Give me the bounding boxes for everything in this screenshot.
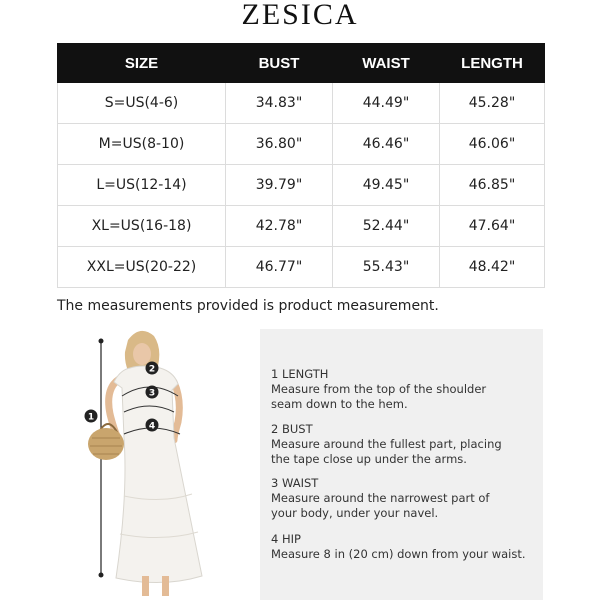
header-waist: WAIST — [333, 44, 440, 83]
marker-3 — [146, 386, 159, 399]
brand-logo: ZESICA — [241, 0, 359, 31]
guide-title: 3 WAIST — [271, 476, 319, 490]
size-chart-table — [57, 43, 545, 288]
guide-length — [271, 367, 536, 412]
bust-cell: 42.78" — [226, 206, 333, 247]
header-size: SIZE — [58, 44, 226, 83]
guide-text: Measure 8 in (20 cm) down from your waist. — [271, 547, 526, 561]
svg-text:2: 2 — [148, 364, 156, 375]
table-row — [58, 165, 545, 206]
length-cell: 47.64" — [440, 206, 545, 247]
model-figure — [70, 326, 220, 600]
waist-cell: 44.49" — [333, 83, 440, 124]
svg-text:4: 4 — [148, 421, 156, 432]
svg-text:3: 3 — [148, 388, 156, 399]
guide-title: 1 LENGTH — [271, 367, 329, 381]
marker-4 — [146, 419, 159, 432]
table-row — [58, 206, 545, 247]
measurement-note: The measurements provided is product measurement. — [57, 298, 439, 314]
guide-bust — [271, 422, 536, 467]
bust-cell: 39.79" — [226, 165, 333, 206]
svg-text:1: 1 — [87, 412, 95, 423]
length-cell: 45.28" — [440, 83, 545, 124]
waist-cell: 55.43" — [333, 247, 440, 288]
length-cell: 46.06" — [440, 124, 545, 165]
right-leg — [162, 576, 169, 596]
waist-cell: 49.45" — [333, 165, 440, 206]
bust-cell: 46.77" — [226, 247, 333, 288]
length-cell: 46.85" — [440, 165, 545, 206]
face-shape — [133, 343, 151, 365]
guide-text: Measure from the top of the shoulder — [271, 382, 487, 396]
guide-title: 2 BUST — [271, 422, 313, 436]
header-bust: BUST — [226, 44, 333, 83]
guide-hip — [271, 532, 536, 562]
table-row — [58, 83, 545, 124]
guide-text: Measure around the narrowest part of — [271, 491, 490, 505]
waist-cell: 52.44" — [333, 206, 440, 247]
guide-text: your body, under your navel. — [271, 506, 439, 520]
guide-title: 4 HIP — [271, 532, 301, 546]
size-cell: S=US(4-6) — [58, 83, 226, 124]
bust-cell: 34.83" — [226, 83, 333, 124]
guide-waist — [271, 476, 536, 521]
length-cell: 48.42" — [440, 247, 545, 288]
size-cell: XL=US(16-18) — [58, 206, 226, 247]
left-leg — [142, 576, 149, 596]
header-length: LENGTH — [440, 44, 545, 83]
waist-cell: 46.46" — [333, 124, 440, 165]
marker-1 — [85, 410, 98, 423]
size-cell: M=US(8-10) — [58, 124, 226, 165]
measure-guide-panel — [260, 329, 543, 600]
size-cell: L=US(12-14) — [58, 165, 226, 206]
table-row — [58, 124, 545, 165]
marker-2 — [146, 362, 159, 375]
size-cell: XXL=US(20-22) — [58, 247, 226, 288]
right-arm — [174, 382, 179, 440]
straw-bag — [88, 424, 124, 460]
dress-shape — [114, 366, 202, 583]
bust-cell: 36.80" — [226, 124, 333, 165]
guide-text: seam down to the hem. — [271, 397, 408, 411]
guide-text: the tape close up under the arms. — [271, 452, 467, 466]
table-header-row — [58, 44, 545, 83]
table-row — [58, 247, 545, 288]
guide-text: Measure around the fullest part, placing — [271, 437, 502, 451]
